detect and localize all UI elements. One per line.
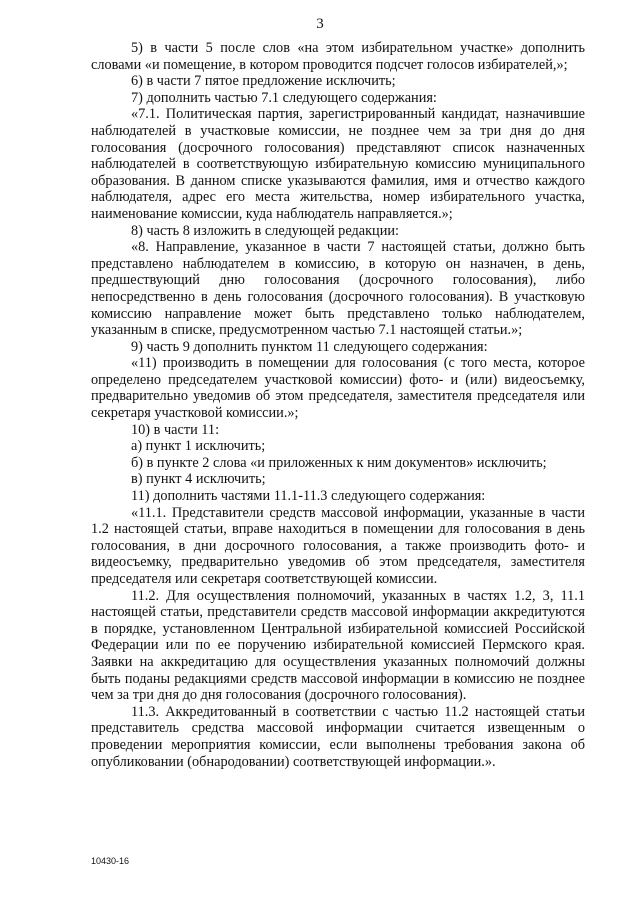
paragraph: 11.3. Аккредитованный в соответствии с частью 11.2 настоящей статьи представитель средства массовой информации считается извещенным о проведении мероприятия комиссии, если выполнены требования закона об опубликовании (обнародовании) соответствующей информации.». [91,703,585,770]
footer-code: 10430-16 [91,856,130,866]
paragraph: 11.2. Для осуществления полномочий, указанных в частях 1.2, 3, 11.1 настоящей статьи, представители средств массовой информации аккредитуются в порядке, установленном Центральной избирательной комиссией Российской Федерации или по ее поручению избирательной комиссией Пермского края. Заявки на аккредитацию для осуществления указанных полномочий должны быть поданы редакциями средств массовой информации в комиссию не позднее чем за три дня до дня голосования (досрочного голосования). [91,587,585,704]
paragraph: 9) часть 9 дополнить пунктом 11 следующего содержания: [131,338,488,355]
paragraph: «11) производить в помещении для голосования (с того места, которое определено председателем участковой комиссии) фото- и (или) видеосъемку, предварительно уведомив об этом председателя, заместителя председателя или секретаря участковой комиссии.»; [91,355,585,422]
paragraph: «8. Направление, указанное в части 7 настоящей статьи, должно быть представлено наблюдателем в комиссию, в которую он назначен, в день, предшествующий дню голосования (досрочного голосования), либо непосредственно в день голосования (досрочного голосования). В участковую комиссию направление может быть представлено только наблюдателем, указанным в списке, предусмотренном частью 7.1 настоящей статьи.»; [91,239,585,339]
paragraph: а) пункт 1 исключить; [131,438,266,455]
paragraph: 7) дополнить частью 7.1 следующего содержания: [131,89,437,106]
paragraph: «11.1. Представители средств массовой информации, указанные в части 1.2 настоящей статьи, вправе находиться в помещении для голосования в день голосования, в дни досрочного голосования, а также производить фото- и видеосъемку, предварительно уведомив об этом председателя, заместителя председателя или секретаря соответствующей комиссии. [91,504,585,587]
paragraph: 6) в части 7 пятое предложение исключить; [131,73,396,90]
page-number: 3 [316,16,324,32]
paragraph: «7.1. Политическая партия, зарегистрированный кандидат, назначившие наблюдателей в участковые комиссии, не позднее чем за три дня до дня голосования (досрочного голосования) представляют список назначенных наблюдателей в соответствующую избирательную комиссию муниципального образования. В данном списке указываются фамилия, имя и отчество каждого наблюдателя, адрес его места жительства, номер избирательного участка, наименование комиссии, куда наблюдатель направляется.»; [91,106,585,222]
paragraph: 8) часть 8 изложить в следующей редакции: [131,222,399,239]
document-body [91,40,585,770]
paragraph: 5) в части 5 после слов «на этом избирательном участке» дополнить словами «и помещение, в котором проводится подсчет голосов избирателей,»; [91,40,585,73]
paragraph: б) в пункте 2 слова «и приложенных к ним документов» исключить; [131,454,547,471]
paragraph: 10) в части 11: [131,421,220,438]
paragraph: в) пункт 4 исключить; [131,471,266,488]
paragraph: 11) дополнить частями 11.1-11.3 следующего содержания: [131,488,486,505]
